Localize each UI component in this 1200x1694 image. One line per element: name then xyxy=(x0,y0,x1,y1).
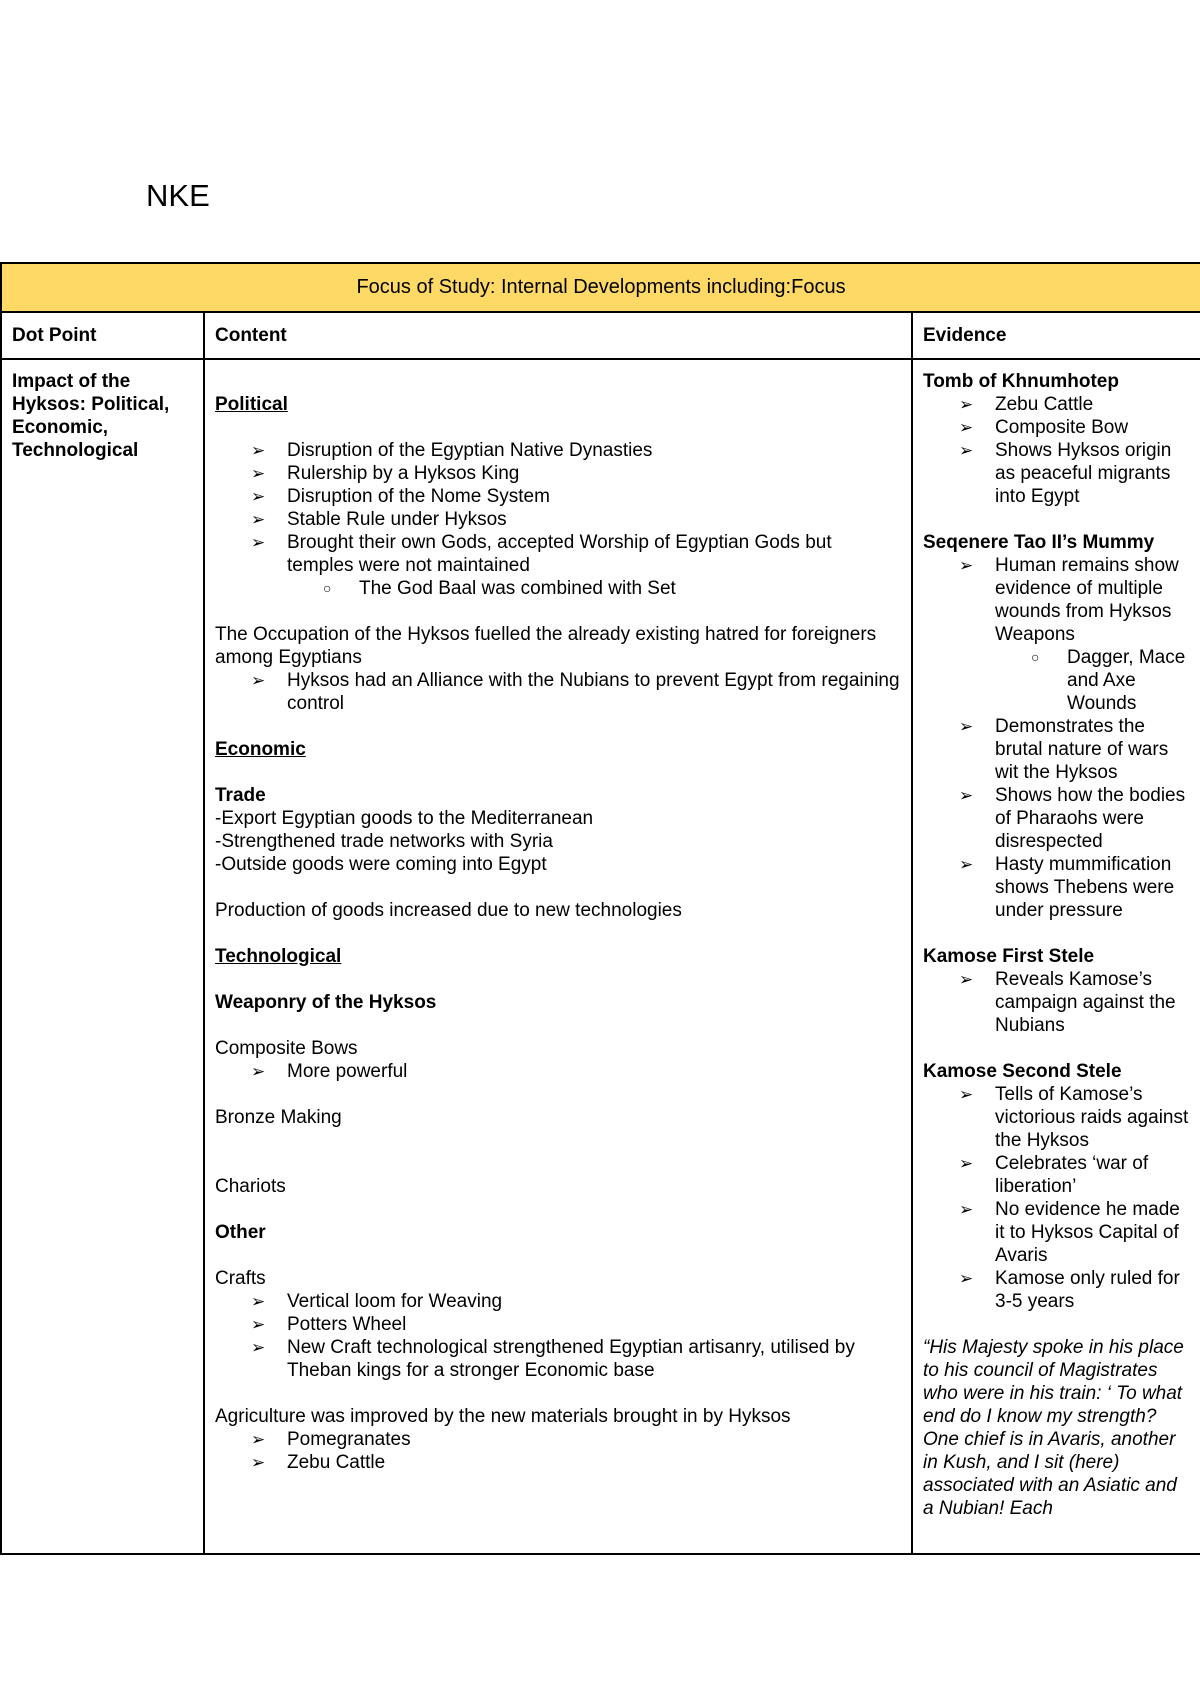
seqenere-sub-list xyxy=(923,646,1190,715)
political-list xyxy=(215,439,901,577)
evidence-header: Evidence xyxy=(912,312,1200,359)
hatred-paragraph: The Occupation of the Hyksos fuelled the already existing hatred for foreigners among Egyptians xyxy=(215,624,877,668)
other-heading: Other xyxy=(215,1222,266,1243)
seqenere-list-continued xyxy=(923,715,1190,922)
list-item: ➢ New Craft technological strengthened Egyptian artisanry, utilised by Theban kings for a stronger Economic base xyxy=(251,1336,901,1382)
dot-point-line: Technological xyxy=(12,440,139,461)
list-item: ➢ Celebrates ‘war of liberation’ xyxy=(959,1152,1190,1198)
list-item: ➢ Disruption of the Nome System xyxy=(251,485,901,508)
list-item: ➢ Composite Bow xyxy=(959,416,1190,439)
bronze-line: Bronze Making xyxy=(215,1107,342,1128)
evidence-cell xyxy=(912,359,1200,1554)
production-line: Production of goods increased due to new technologies xyxy=(215,900,682,921)
content-cell xyxy=(204,359,912,1554)
dot-point-line: Economic, xyxy=(12,417,109,438)
kamose-second-list xyxy=(923,1083,1190,1313)
list-item: ➢ Stable Rule under Hyksos xyxy=(251,508,901,531)
kamose-quote: “His Majesty spoke in his place to his council of Magistrates who were in his train: ‘ To what end do I know my strength? One chief is in Avaris, another in Kush, and I sit (here) associated with an Asiatic and a Nubian! Each xyxy=(923,1337,1184,1519)
list-item: ➢ More powerful xyxy=(251,1060,901,1083)
political-sub-list xyxy=(215,577,901,600)
list-item: ➢ Human remains show evidence of multiple wounds from Hyksos Weapons xyxy=(959,554,1190,646)
seqenere-heading: Seqenere Tao II’s Mummy xyxy=(923,532,1155,553)
crafts-list xyxy=(215,1290,901,1382)
list-item: ➢ Rulership by a Hyksos King xyxy=(251,462,901,485)
list-item: ➢ Pomegranates xyxy=(251,1428,901,1451)
dot-point-line: Hyksos: Political, xyxy=(12,394,170,415)
seqenere-list xyxy=(923,554,1190,646)
technological-heading: Technological xyxy=(215,946,342,967)
list-item: ➢ Tells of Kamose’s victorious raids against the Hyksos xyxy=(959,1083,1190,1152)
agriculture-line: Agriculture was improved by the new materials brought in by Hyksos xyxy=(215,1406,791,1427)
list-item: ➢ Zebu Cattle xyxy=(959,393,1190,416)
alliance-list xyxy=(215,669,901,715)
list-item: ○ The God Baal was combined with Set xyxy=(323,577,901,600)
composite-bows-line: Composite Bows xyxy=(215,1038,358,1059)
trade-line: -Outside goods were coming into Egypt xyxy=(215,854,547,875)
crafts-line: Crafts xyxy=(215,1268,266,1289)
list-item: ➢ Vertical loom for Weaving xyxy=(251,1290,901,1313)
banner-row xyxy=(1,263,1200,312)
list-item: ➢ Brought their own Gods, accepted Worship of Egyptian Gods but temples were not maintained xyxy=(251,531,901,577)
focus-of-study-banner: Focus of Study: Internal Developments including:Focus xyxy=(1,263,1200,312)
dot-point-line: Impact of the xyxy=(12,371,131,392)
khnumhotep-heading: Tomb of Khnumhotep xyxy=(923,371,1119,392)
political-heading: Political xyxy=(215,394,288,415)
list-item: ➢ Hyksos had an Alliance with the Nubians to prevent Egypt from regaining control xyxy=(251,669,901,715)
dot-point-header: Dot Point xyxy=(1,312,204,359)
list-item: ➢ Demonstrates the brutal nature of wars wit the Hyksos xyxy=(959,715,1190,784)
dot-point-cell xyxy=(1,359,204,1554)
economic-heading: Economic xyxy=(215,739,306,760)
header-row xyxy=(1,312,1200,359)
list-item: ➢ Hasty mummification shows Thebens were under pressure xyxy=(959,853,1190,922)
list-item: ➢ Potters Wheel xyxy=(251,1313,901,1336)
list-item: ➢ Kamose only ruled for 3-5 years xyxy=(959,1267,1190,1313)
list-item: ➢ Zebu Cattle xyxy=(251,1451,901,1474)
list-item: ○ Dagger, Mace and Axe Wounds xyxy=(1031,646,1190,715)
content-header: Content xyxy=(204,312,912,359)
trade-heading: Trade xyxy=(215,785,266,806)
list-item: ➢ No evidence he made it to Hyksos Capital of Avaris xyxy=(959,1198,1190,1267)
trade-line: -Strengthened trade networks with Syria xyxy=(215,831,553,852)
list-item: ➢ Shows Hyksos origin as peaceful migrants into Egypt xyxy=(959,439,1190,508)
trade-line: -Export Egyptian goods to the Mediterranean xyxy=(215,808,594,829)
list-item: ➢ Reveals Kamose’s campaign against the Nubians xyxy=(959,968,1190,1037)
document-title: NKE xyxy=(146,178,210,213)
kamose-first-list xyxy=(923,968,1190,1037)
khnumhotep-list xyxy=(923,393,1190,508)
chariots-line: Chariots xyxy=(215,1176,286,1197)
list-item: ➢ Disruption of the Egyptian Native Dynasties xyxy=(251,439,901,462)
kamose-first-heading: Kamose First Stele xyxy=(923,946,1095,967)
list-item: ➢ Shows how the bodies of Pharaohs were disrespected xyxy=(959,784,1190,853)
agriculture-list xyxy=(215,1428,901,1474)
body-row xyxy=(1,359,1200,1554)
composite-bows-list xyxy=(215,1060,901,1083)
kamose-second-heading: Kamose Second Stele xyxy=(923,1061,1122,1082)
weaponry-heading: Weaponry of the Hyksos xyxy=(215,992,437,1013)
study-notes-table xyxy=(0,262,1200,1555)
dot-point-text xyxy=(12,370,193,462)
